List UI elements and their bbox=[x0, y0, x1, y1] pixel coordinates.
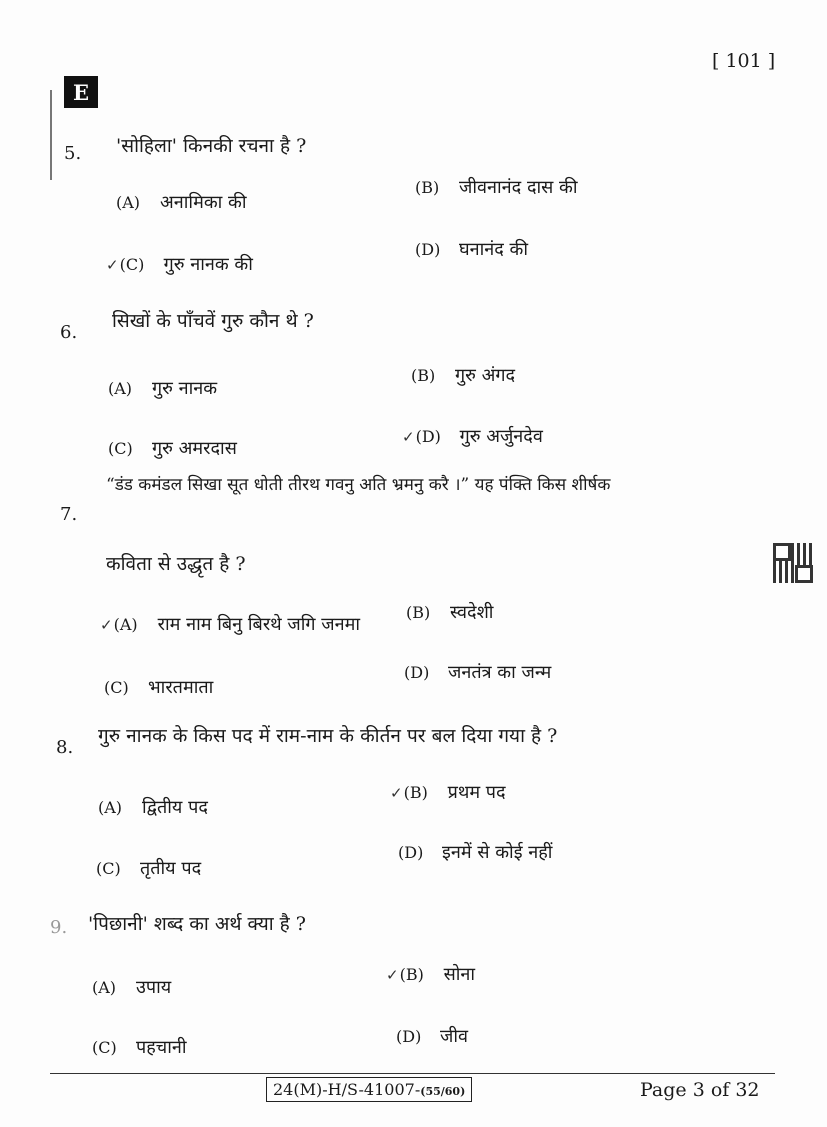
question-text: गुरु नानक के किस पद में राम-नाम के कीर्तन पर बल दिया गया है ? bbox=[98, 725, 558, 747]
qr-code-icon bbox=[773, 543, 813, 583]
question-text-line2: कविता से उद्धृत है ? bbox=[106, 553, 246, 575]
option-d: (D) घनानंद की bbox=[415, 239, 529, 260]
question-number: 6. bbox=[60, 322, 78, 343]
option-b: (B) जीवनानंद दास की bbox=[415, 177, 578, 198]
option-c: (C) भारतमाता bbox=[104, 677, 214, 698]
page-number: [ 101 ] bbox=[712, 50, 776, 72]
option-b: ✓(B) सोना bbox=[386, 964, 476, 985]
section-badge: E bbox=[64, 76, 98, 108]
question-text: 'सोहिला' किनकी रचना है ? bbox=[116, 135, 307, 157]
tick-mark-icon: ✓ bbox=[106, 256, 119, 274]
option-c: (C) पहचानी bbox=[92, 1037, 187, 1058]
option-a: ✓(A) राम नाम बिनु बिरथे जगि जनमा bbox=[100, 614, 361, 635]
option-c: ✓(C) गुरु नानक की bbox=[106, 254, 253, 275]
option-a: (A) गुरु नानक bbox=[108, 378, 218, 399]
option-c: (C) तृतीय पद bbox=[96, 858, 202, 879]
option-d: (D) जनतंत्र का जन्म bbox=[404, 662, 552, 683]
option-d: (D) इनमें से कोई नहीं bbox=[398, 842, 553, 863]
page-indicator: Page 3 of 32 bbox=[640, 1079, 760, 1101]
tick-mark-icon: ✓ bbox=[390, 784, 403, 802]
option-d: (D) जीव bbox=[396, 1026, 469, 1047]
option-d: ✓(D) गुरु अर्जुनदेव bbox=[402, 426, 543, 447]
tick-mark-icon: ✓ bbox=[386, 966, 399, 984]
option-c: (C) गुरु अमरदास bbox=[108, 438, 237, 459]
option-a: (A) अनामिका की bbox=[116, 192, 247, 213]
option-a: (A) द्वितीय पद bbox=[98, 797, 208, 818]
question-number: 7. bbox=[60, 504, 78, 525]
question-number: 9. bbox=[50, 917, 68, 938]
question-number: 8. bbox=[56, 737, 74, 758]
option-b: (B) गुरु अंगद bbox=[411, 365, 516, 386]
option-b: (B) स्वदेशी bbox=[406, 602, 494, 623]
question-text: “डंड कमंडल सिखा सूत धोती तीरथ गवनु अति भ्रमनु करै ।” यह पंक्ति किस शीर्षक bbox=[106, 475, 611, 495]
paper-code: 24(M)-H/S-41007-(55/60) bbox=[266, 1077, 472, 1102]
margin-line bbox=[50, 90, 52, 180]
footer-rule bbox=[50, 1073, 775, 1074]
tick-mark-icon: ✓ bbox=[100, 616, 113, 634]
option-b: ✓(B) प्रथम पद bbox=[390, 782, 506, 803]
question-text: सिखों के पाँचवें गुरु कौन थे ? bbox=[112, 310, 314, 332]
question-number: 5. bbox=[64, 143, 82, 164]
tick-mark-icon: ✓ bbox=[402, 428, 415, 446]
option-a: (A) उपाय bbox=[92, 977, 172, 998]
question-text: 'पिछानी' शब्द का अर्थ क्या है ? bbox=[88, 913, 306, 935]
